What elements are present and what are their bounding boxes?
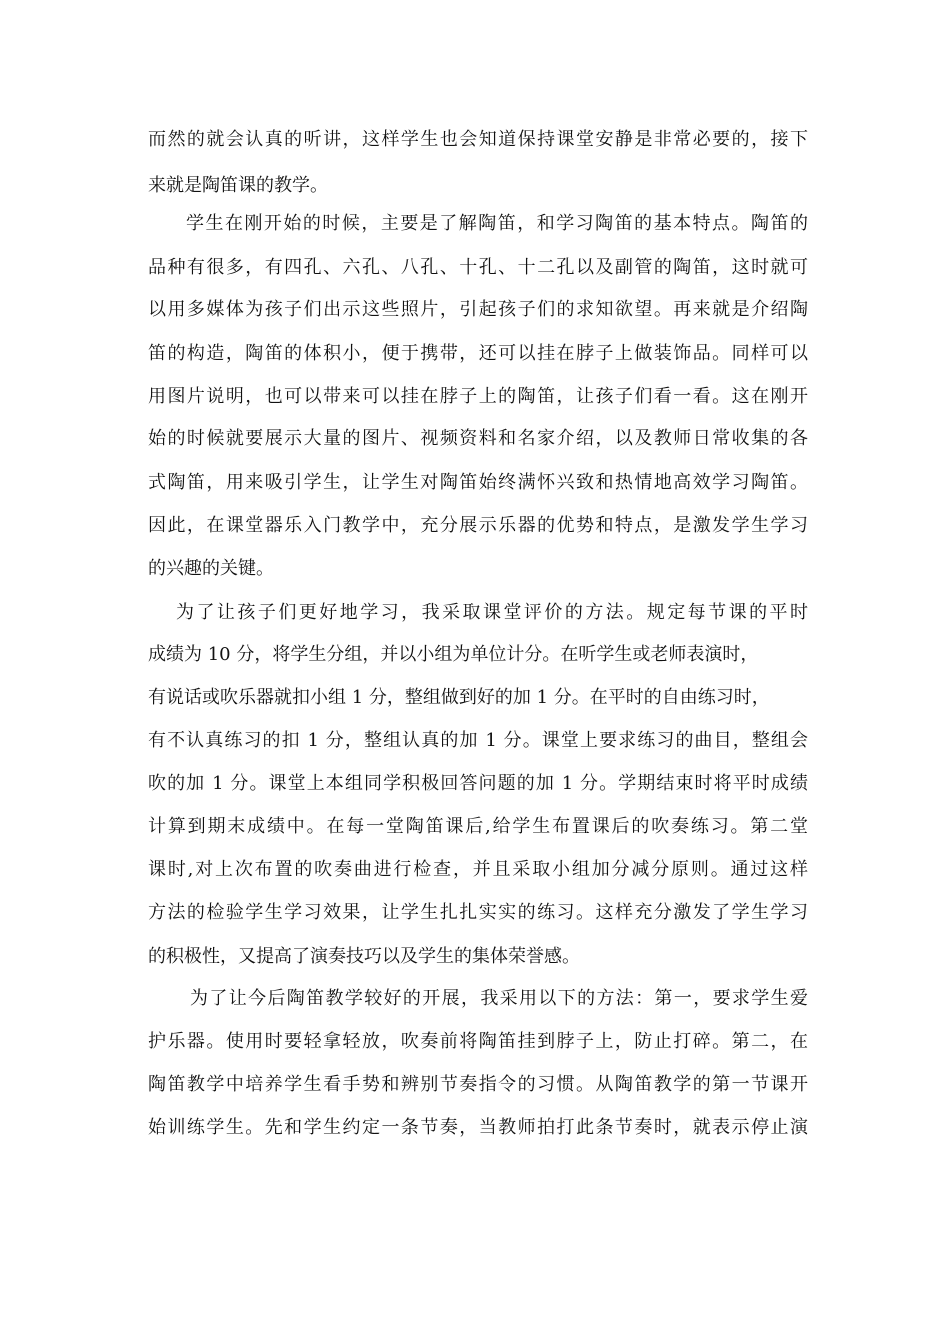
paragraph-3-line-6: 计算到期末成绩中。在每一堂陶笛课后,给学生布置课后的吹奏练习。第二堂: [148, 816, 808, 837]
paragraph-3-line-9: 的积极性，又提高了演奏技巧以及学生的集体荣誉感。: [148, 946, 580, 967]
paragraph-3-line-5: 吹的加 1 分。课堂上本组同学积极回答问题的加 1 分。学期结束时将平时成绩: [148, 773, 808, 794]
paragraph-2-line-6: 始的时候就要展示大量的图片、视频资料和名家介绍，以及教师日常收集的各: [148, 428, 808, 449]
paragraph-2-line-1: 学生在刚开始的时候，主要是了解陶笛，和学习陶笛的基本特点。陶笛的: [186, 213, 808, 234]
paragraph-4-line-2: 护乐器。使用时要轻拿轻放，吹奏前将陶笛挂到脖子上，防止打碎。第二，在: [148, 1031, 808, 1052]
paragraph-3-line-7: 课时,对上次布置的吹奏曲进行检查，并且采取小组加分减分原则。通过这样: [148, 859, 808, 880]
paragraph-3-line-4: 有不认真练习的扣 1 分，整组认真的加 1 分。课堂上要求练习的曲目，整组会: [148, 730, 808, 751]
paragraph-2-line-8: 因此，在课堂器乐入门教学中，充分展示乐器的优势和特点，是激发学生学习: [148, 515, 808, 536]
paragraph-4-line-3: 陶笛教学中培养学生看手势和辨别节奏指令的习惯。从陶笛教学的第一节课开: [148, 1074, 808, 1095]
paragraph-2-line-4: 笛的构造，陶笛的体积小，便于携带，还可以挂在脖子上做装饰品。同样可以: [148, 343, 808, 364]
paragraph-2-line-5: 用图片说明，也可以带来可以挂在脖子上的陶笛，让孩子们看一看。这在刚开: [148, 386, 808, 407]
paragraph-4-line-4: 始训练学生。先和学生约定一条节奏，当教师拍打此条节奏时，就表示停止演: [148, 1117, 808, 1138]
paragraph-2-line-9: 的兴趣的关键。: [148, 558, 274, 579]
paragraph-1-line-2: 来就是陶笛课的教学。: [148, 175, 328, 196]
paragraph-2-line-2: 品种有很多，有四孔、六孔、八孔、十孔、十二孔以及副管的陶笛，这时就可: [148, 257, 808, 278]
paragraph-3-line-1: 为了让孩子们更好地学习，我采取课堂评价的方法。规定每节课的平时: [176, 602, 808, 623]
paragraph-3-line-2: 成绩为 10 分，将学生分组，并以小组为单位计分。在听学生或老师表演时，: [148, 644, 759, 665]
paragraph-2-line-7: 式陶笛，用来吸引学生，让学生对陶笛始终满怀兴致和热情地高效学习陶笛。: [148, 472, 808, 493]
paragraph-4-line-1: 为了让今后陶笛教学较好的开展，我采用以下的方法：第一，要求学生爱: [190, 988, 808, 1009]
paragraph-1-line-1: 而然的就会认真的听讲，这样学生也会知道保持课堂安静是非常必要的，接下: [148, 129, 808, 150]
paragraph-3-line-3: 有说话或吹乐器就扣小组 1 分，整组做到好的加 1 分。在平时的自由练习时，: [148, 687, 770, 708]
paragraph-2-line-3: 以用多媒体为孩子们出示这些照片，引起孩子们的求知欲望。再来就是介绍陶: [148, 299, 808, 320]
paragraph-3-line-8: 方法的检验学生学习效果，让学生扎扎实实的练习。这样充分激发了学生学习: [148, 902, 808, 923]
